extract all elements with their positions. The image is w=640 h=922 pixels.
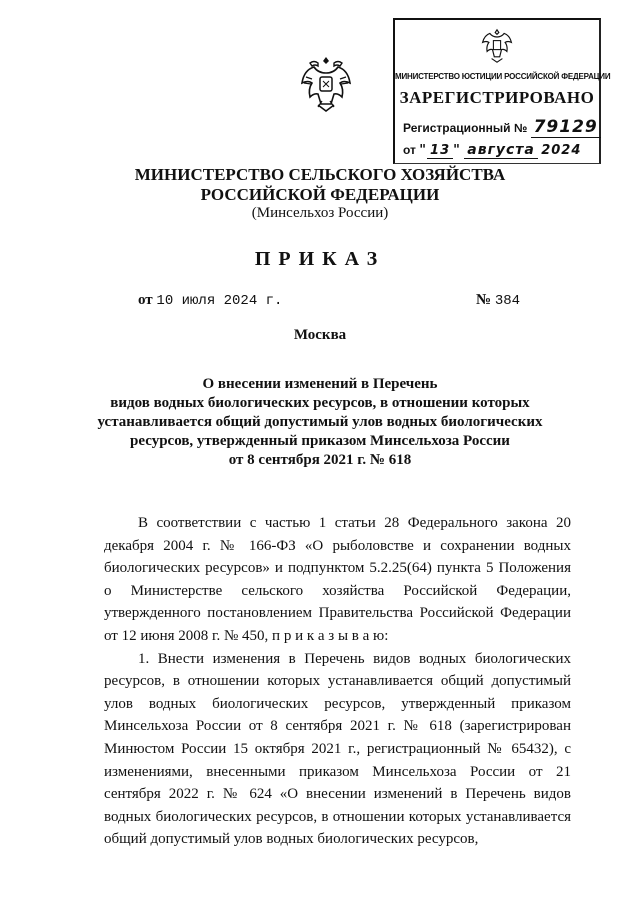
order-date-prefix: от — [138, 292, 153, 308]
order-date-value: 10 июля 2024 г. — [156, 293, 283, 309]
ministry-line-1: МИНИСТЕРСТВО СЕЛЬСКОГО ХОЗЯЙСТВА — [134, 165, 506, 184]
stamp-reg-label: Регистрационный № — [403, 121, 528, 135]
order-number-prefix: № — [476, 292, 492, 308]
coat-of-arms-icon — [479, 26, 515, 66]
stamp-reg-number: 79129 — [531, 117, 601, 138]
ministry-short-name: (Минсельхоз России) — [251, 205, 389, 221]
ministry-name — [0, 165, 640, 205]
document-body — [104, 512, 571, 851]
stamp-date-line: от " 13 " августа 2024 — [403, 142, 582, 158]
order-date — [138, 292, 282, 309]
stamp-organization: МИНИСТЕРСТВО ЮСТИЦИИ РОССИЙСКОЙ ФЕДЕРАЦИИ — [395, 72, 611, 81]
stamp-date-prefix: от — [403, 143, 416, 157]
order-number — [476, 292, 520, 309]
ministry-line-2: РОССИЙСКОЙ ФЕДЕРАЦИИ — [200, 185, 440, 204]
title-line-4: ресурсов, утвержденный приказом Минсельхоза России — [130, 433, 510, 449]
title-line-5: от 8 сентября 2021 г. № 618 — [228, 452, 412, 468]
stamp-registration-line — [403, 117, 601, 137]
title-line-3: устанавливается общий допустимый улов водных биологических — [97, 414, 543, 430]
stamp-status: ЗАРЕГИСТРИРОВАНО — [399, 88, 595, 107]
body-paragraph-1: В соответствии с частью 1 статьи 28 Федерального закона 20 декабря 2004 г. № 166-ФЗ «О рыболовстве и сохранении водных биологических ресурсов» и подпунктом 5.2.25(64) пункта 5 Положения о Министерстве сельского хозяйства Российской Федерации, утвержденного постановлением Правительства Российской Федерации от 12 июня 2008 г. № 450, п р и к а з ы в а ю: — [104, 515, 571, 644]
order-number-value: 384 — [494, 293, 521, 309]
title-line-1: О внесении изменений в Перечень — [202, 376, 438, 392]
document-type: ПРИКАЗ — [254, 248, 386, 270]
document-title — [0, 375, 640, 470]
stamp-date-month: августа — [464, 142, 538, 159]
city: Москва — [293, 327, 347, 343]
registration-stamp — [393, 18, 611, 164]
body-paragraph-2: 1. Внести изменения в Перечень видов водных биологических ресурсов, в отношении которых устанавливается общий допустимый улов водных биологических ресурсов, утвержденный приказом Минсельхоза России от 8 сентября 2021 г. № 618 (зарегистрирован Минюстом России 15 октября 2021 г., регистрационный № 65432), с изменениями, внесенными приказом Минсельхоза России от 21 сентября 2022 г. № 624 «О внесении изменений в Перечень видов водных биологических ресурсов, в отношении которых устанавливается общий допустимый улов водных биологических ресурсов, — [104, 650, 571, 848]
stamp-date-day: 13 — [427, 143, 453, 159]
russian-coat-of-arms-icon — [300, 55, 352, 115]
title-line-2: видов водных биологических ресурсов, в отношении которых — [110, 395, 530, 411]
stamp-date-year: 2024 — [541, 143, 582, 158]
